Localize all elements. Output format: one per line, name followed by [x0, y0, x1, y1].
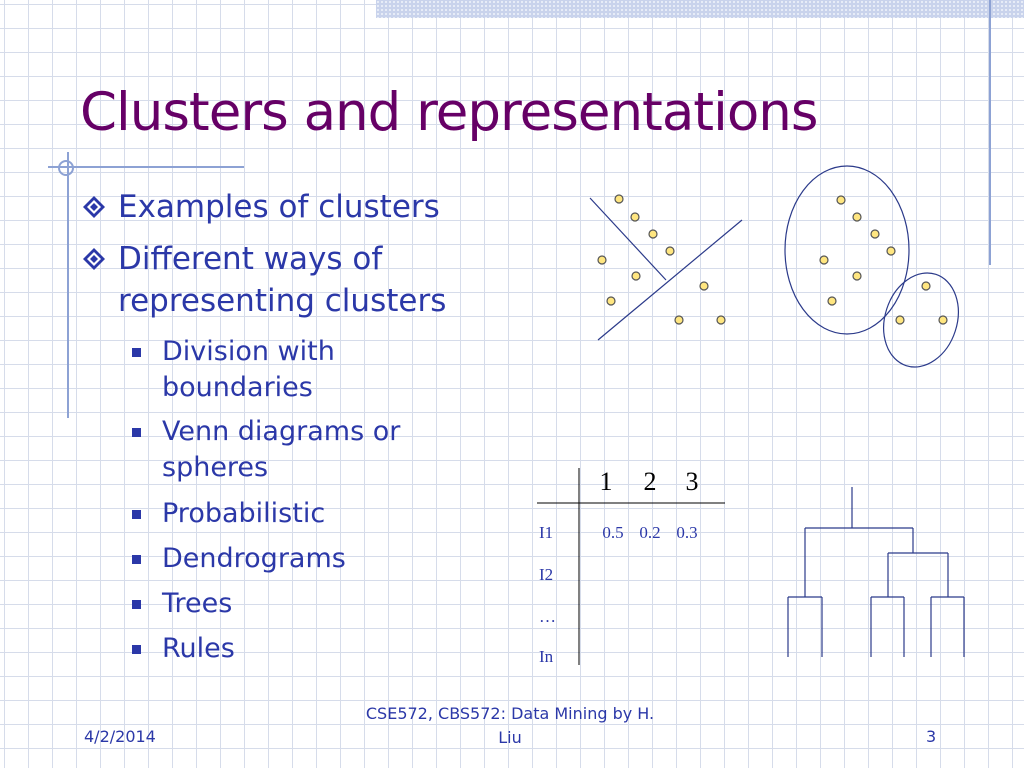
- sub-bullet-text: Probabilistic: [162, 498, 326, 529]
- footer-date: 4/2/2014: [84, 727, 156, 746]
- table-col-header: 3: [685, 467, 699, 496]
- footer-course: CSE572, CBS572: Data Mining by H. Liu: [365, 704, 655, 747]
- sub-bullet-text: Division with boundaries: [162, 336, 335, 403]
- probability-table: [537, 467, 725, 666]
- table-cell: 0.3: [676, 523, 698, 542]
- sub-bullet-text: Rules: [162, 633, 235, 664]
- table-row-label: In: [539, 647, 554, 666]
- slide-title: Clusters and representations: [80, 82, 818, 143]
- venn-spheres-figure: [785, 166, 970, 377]
- table-col-header: 1: [599, 467, 613, 496]
- table-col-header: 2: [643, 467, 657, 496]
- table-row-label: I1: [539, 523, 554, 542]
- page-number: 3: [926, 727, 937, 746]
- sub-bullet-text: Trees: [162, 588, 233, 619]
- table-cell: 0.2: [639, 523, 661, 542]
- bullet-text: Different ways of representing clusters: [118, 241, 447, 319]
- dendrogram-figure: [788, 487, 964, 657]
- sub-bullet-text: Dendrograms: [162, 543, 346, 574]
- venn-cluster-dots: [820, 196, 947, 324]
- sub-bullet-text: Venn diagrams or spheres: [162, 416, 401, 483]
- division-cluster-dots: [598, 195, 725, 324]
- table-row-label: I2: [539, 565, 554, 584]
- bullet-text: Examples of clusters: [118, 189, 440, 225]
- table-cell: 0.5: [602, 523, 624, 542]
- table-row-label: …: [539, 607, 556, 626]
